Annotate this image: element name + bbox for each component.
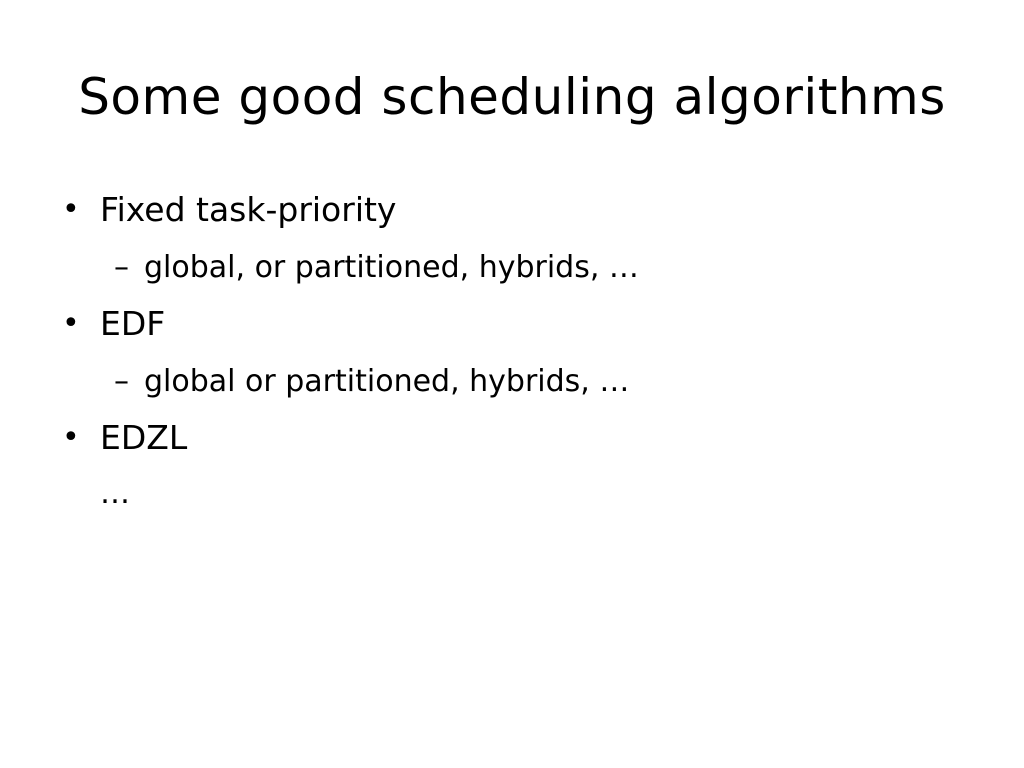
bullet-icon: • bbox=[62, 192, 80, 227]
list-item bbox=[0, 416, 1024, 460]
list-item bbox=[0, 246, 1024, 290]
slide-title: Some good scheduling algorithms bbox=[78, 68, 946, 126]
list-item-text: EDF bbox=[100, 304, 166, 343]
list-item bbox=[0, 360, 1024, 404]
list-item-text: EDZL bbox=[100, 418, 188, 457]
dash-icon: – bbox=[114, 364, 129, 399]
bullet-icon: • bbox=[62, 420, 80, 455]
list-item-text: … bbox=[100, 476, 130, 511]
list-item bbox=[0, 472, 1024, 516]
list-item-text: Fixed task-priority bbox=[100, 190, 397, 229]
list-item-text: global, or partitioned, hybrids, … bbox=[144, 250, 639, 285]
dash-icon: – bbox=[114, 250, 129, 285]
bullet-icon: • bbox=[62, 306, 80, 341]
list-item bbox=[0, 302, 1024, 346]
list-item bbox=[0, 188, 1024, 232]
list-item-text: global or partitioned, hybrids, … bbox=[144, 364, 630, 399]
